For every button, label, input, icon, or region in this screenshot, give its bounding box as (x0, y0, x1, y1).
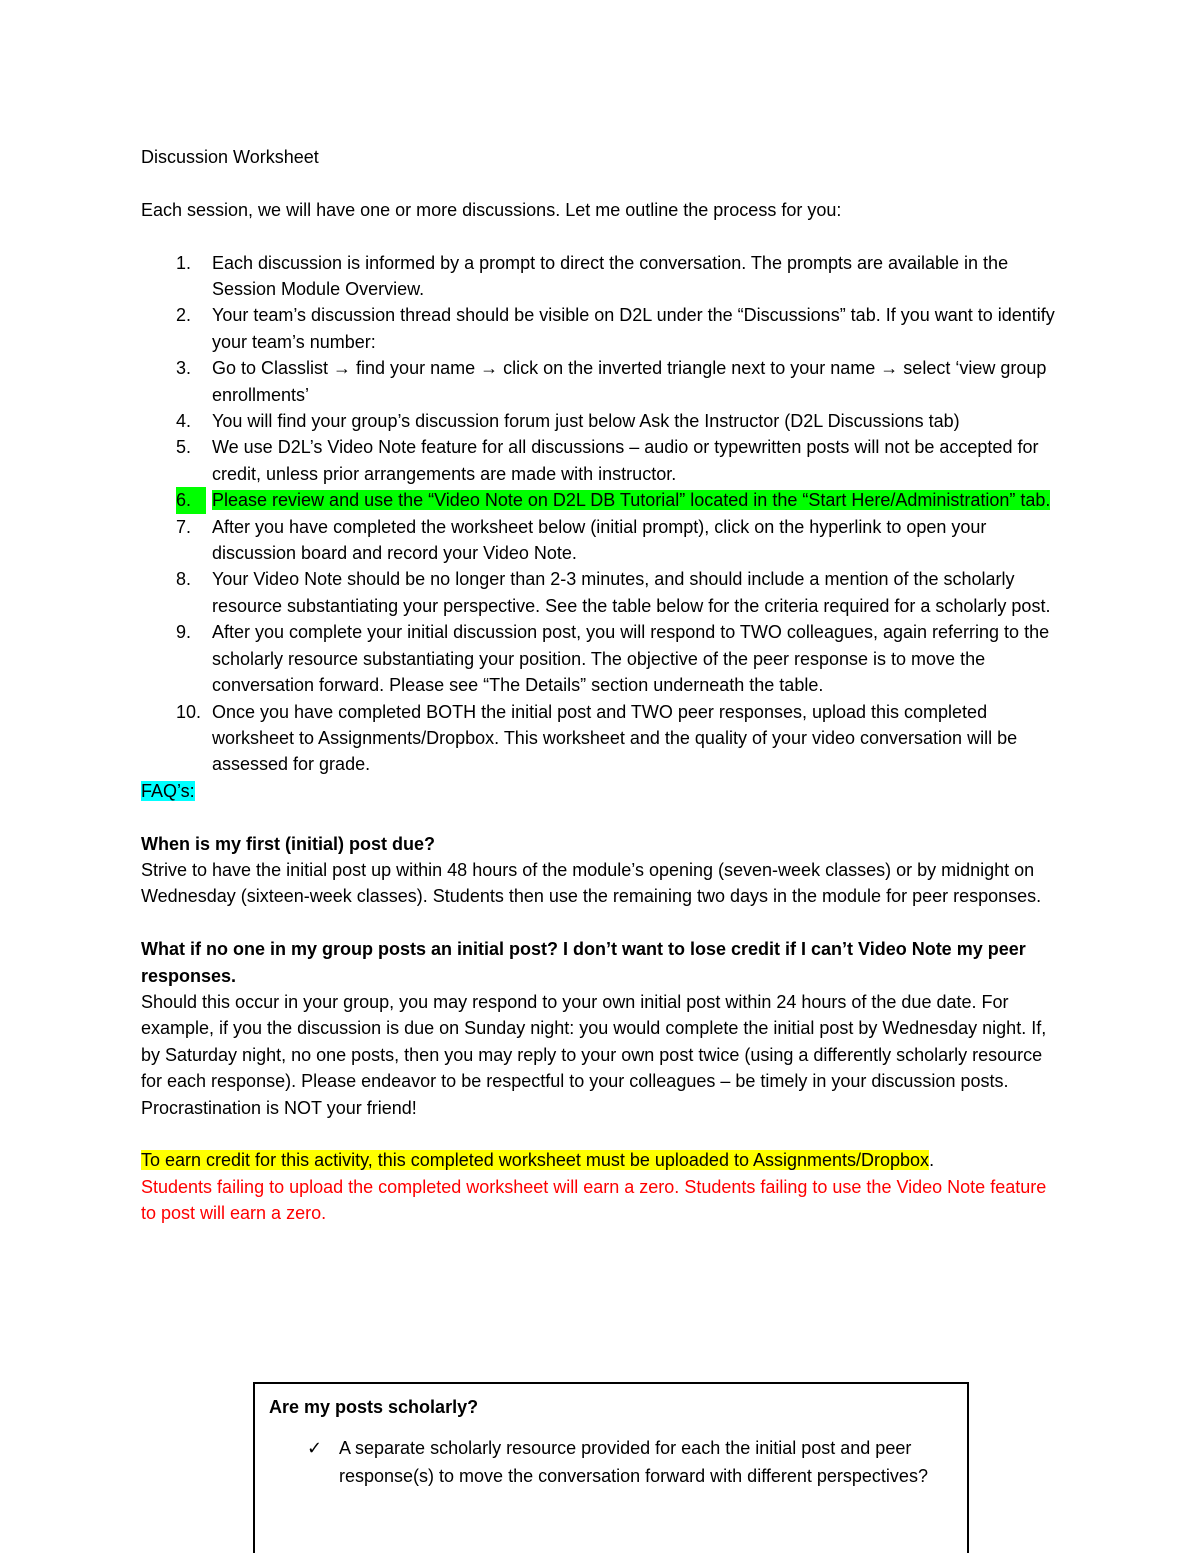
step-text: Go to Classlist → find your name → click on the inverted triangle next to your name → select ‘view group enrollments’ (212, 358, 1047, 405)
criteria-item (269, 1434, 953, 1490)
step-number: 8. (176, 569, 192, 590)
credit-notice (141, 1147, 1061, 1173)
faq-answer: Should this occur in your group, you may respond to your own initial post within 24 hours of the due date. For example, if you the discussion is due on Sunday night: you would complete the initial post by Wednesday night. If, by Saturday night, no one posts, then you may reply to your own post twice (using a differently scholarly resource for each response). Please endeavor to be respectful to your colleagues – be timely in your discussion posts. Procrastination is NOT your friend! (141, 991, 1047, 1118)
step-number: 9. (176, 622, 192, 643)
step-item-10 (141, 699, 1061, 778)
faq-answer: Strive to have the initial post up within 48 hours of the module’s opening (seven-week classes) or by midnight on Wednesday (sixteen-week classes). Students then use the remaining two days in the module for peer responses. (141, 859, 1042, 907)
step-text: After you complete your initial discussion post, you will respond to TWO colleagues, again referring to the scholarly resource substantiating your position. The objective of the peer response is to move the conversation forward. Please see “The Details” section underneath the table. (212, 622, 1050, 696)
scholarly-box-title: Are my posts scholarly? (269, 1397, 479, 1417)
faq-question: When is my first (initial) post due? (141, 833, 436, 854)
step-number: 4. (176, 411, 192, 432)
step-item-7 (141, 514, 1061, 567)
spacer (141, 170, 1061, 196)
step-text: Please review and use the “Video Note on D2L DB Tutorial” located in the “Start Here/Administration” tab. (212, 490, 1051, 511)
document-title: Discussion Worksheet (141, 147, 319, 167)
credit-notice-highlight: To earn credit for this activity, this completed worksheet must be uploaded to Assignments/Dropbox (141, 1150, 930, 1171)
faq-heading (141, 778, 1061, 804)
checkmark-icon: ✓ (307, 1438, 323, 1458)
step-number: 7. (176, 516, 192, 537)
process-steps-list (141, 250, 1061, 778)
step-item-5 (141, 434, 1061, 487)
credit-notice-period: . (929, 1150, 935, 1171)
step-text: Your Video Note should be no longer than 2-3 minutes, and should include a mention of the scholarly resource substantiating your perspective. See the table below for the criteria required for a scholarly post. (212, 569, 1051, 616)
step-text: After you have completed the worksheet below (initial prompt), click on the hyperlink to open your discussion board and record your Video Note. (212, 516, 987, 564)
criteria-text: A separate scholarly resource provided for each the initial post and peer response(s) to move the conversation forward with different perspectives? (339, 1438, 928, 1486)
step-item-8 (141, 566, 1061, 619)
step-text: We use D2L’s Video Note feature for all discussions – audio or typewritten posts will not be accepted for credit, unless prior arrangements are made with instructor. (212, 437, 1039, 484)
step-number: 2. (176, 305, 192, 326)
step-item-4 (141, 408, 1061, 434)
step-number: 3. (176, 358, 192, 379)
step-number: 6. (176, 487, 206, 513)
spacer (141, 910, 1061, 936)
spacer (141, 1121, 1061, 1147)
step-text: Once you have completed BOTH the initial post and TWO peer responses, upload this completed worksheet to Assignments/Dropbox. This worksheet and the quality of your video conversation will be assessed for grade. (212, 701, 1018, 775)
scholarly-criteria-box (253, 1382, 969, 1553)
step-item-2 (141, 302, 1061, 355)
step-item-6-highlighted (141, 487, 1061, 513)
step-item-1 (141, 250, 1061, 303)
step-item-3 (141, 355, 1061, 408)
step-text: Your team’s discussion thread should be visible on D2L under the “Discussions” tab. If you want to identify your team’s number: (212, 305, 1055, 352)
step-text: You will find your group’s discussion forum just below Ask the Instructor (D2L Discussions tab) (212, 411, 960, 432)
spacer (141, 804, 1061, 830)
step-number: 10. (176, 701, 202, 722)
intro-paragraph: Each session, we will have one or more discussions. Let me outline the process for you: (141, 199, 842, 220)
faq-label: FAQ’s: (141, 780, 195, 801)
step-item-9 (141, 619, 1061, 698)
document-body (141, 144, 1061, 1227)
warning-text: Students failing to upload the completed worksheet will earn a zero. Students failing to use the Video Note feature to post will earn a zero. (141, 1176, 1047, 1224)
spacer (141, 223, 1061, 249)
step-number: 1. (176, 252, 192, 273)
step-text: Each discussion is informed by a prompt to direct the conversation. The prompts are available in the Session Module Overview. (212, 252, 1009, 299)
faq-question: What if no one in my group posts an initial post? I don’t want to lose credit if I can’t Video Note my peer responses. (141, 939, 1026, 986)
step-number: 5. (176, 437, 192, 458)
